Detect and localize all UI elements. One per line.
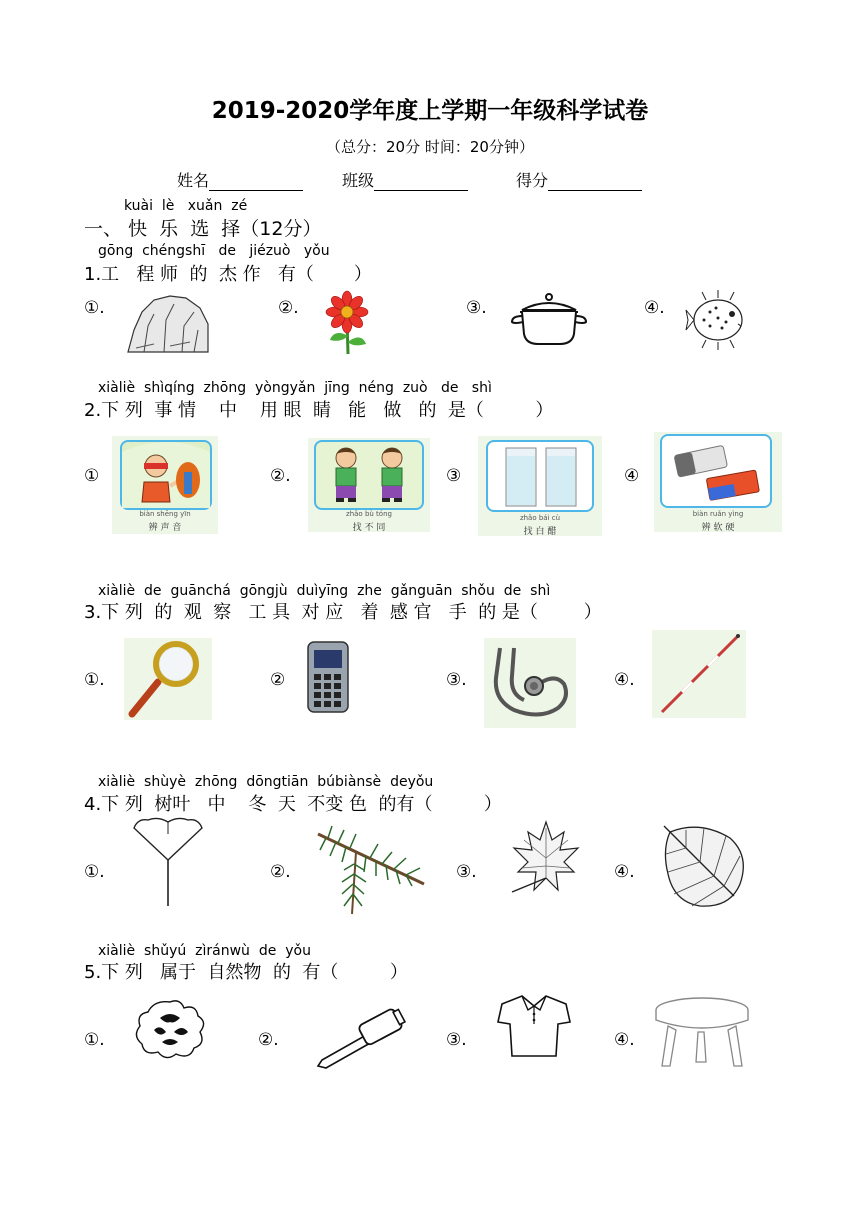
- q5-pinyin: xiàliè shǔyú zìránwù de yǒu: [98, 943, 311, 959]
- peony-icon: [130, 996, 210, 1062]
- page-title: 2019-2020学年度上学期一年级科学试卷: [211, 98, 649, 124]
- twin-boys-icon: [308, 438, 430, 532]
- pine-branch-icon: [316, 824, 428, 916]
- maple-leaf-icon: [506, 818, 582, 908]
- q2-caption-1-pinyin: biàn shēng yīn: [139, 510, 191, 518]
- ginkgo-leaf-icon: [128, 812, 208, 908]
- round-leaf-icon: [660, 822, 750, 912]
- q2-caption-1-hanzi: 辨 声 音: [148, 523, 182, 533]
- q2-caption-2-hanzi: 找 不 同: [352, 523, 386, 532]
- rod-icon: [652, 630, 746, 718]
- q4-pinyin: xiàliè shùyè zhōng dōngtiān búbiànsè deyǒu: [98, 774, 434, 790]
- q4-option-3[interactable]: ③.: [456, 862, 477, 882]
- water-glasses-icon: [478, 436, 602, 536]
- q5-text: 5.下 列 属于 自然物 的 有（ ）: [84, 962, 408, 983]
- stool-icon: [652, 992, 752, 1068]
- q2-text: 2.下 列 事 情 中 用 眼 睛 能 做 的 是（ ）: [84, 400, 554, 421]
- q3-option-4[interactable]: ④.: [614, 670, 635, 690]
- q3-option-2[interactable]: ②: [270, 670, 286, 690]
- pot-icon: [508, 290, 590, 348]
- flower-icon: [322, 290, 372, 356]
- q5-option-4[interactable]: ④.: [614, 1030, 635, 1050]
- q4-text: 4.下 列 树叶 中 冬 天 不变 色 的有（ ）: [84, 794, 502, 815]
- q2-option-1[interactable]: ①: [84, 466, 100, 486]
- q2-pinyin: xiàliè shìqíng zhōng yòngyǎn jīng néng zuò de shì: [98, 380, 492, 396]
- page-subtitle: （总分：20分 时间：20分钟）: [326, 138, 534, 156]
- rock-icon: [124, 290, 212, 356]
- q2-option-4[interactable]: ④: [624, 466, 640, 486]
- pufferfish-icon: [684, 288, 750, 352]
- stethoscope-icon: [484, 638, 576, 728]
- q1-pinyin: gōng chéngshī de jiézuò yǒu: [98, 243, 330, 259]
- q3-text: 3.下 列 的 观 察 工 具 对 应 着 感 官 手 的 是（ ）: [84, 602, 602, 623]
- q1-option-1[interactable]: ①.: [84, 298, 105, 318]
- hammer-icon: [314, 1004, 408, 1070]
- q3-option-3[interactable]: ③.: [446, 670, 467, 690]
- class-label: 班级: [342, 171, 375, 190]
- shirt-icon: [496, 992, 572, 1060]
- class-field[interactable]: [342, 168, 468, 191]
- score-label: 得分: [516, 171, 549, 190]
- q1-option-2[interactable]: ②.: [278, 298, 299, 318]
- q5-option-3[interactable]: ③.: [446, 1030, 467, 1050]
- q2-caption-4-pinyin: biàn ruǎn yìng: [692, 510, 744, 518]
- q1-option-3[interactable]: ③.: [466, 298, 487, 318]
- score-field[interactable]: [516, 168, 642, 191]
- q5-option-2[interactable]: ②.: [258, 1030, 279, 1050]
- name-field[interactable]: [177, 168, 303, 191]
- name-label: 姓名: [177, 171, 210, 190]
- erasers-icon: [654, 432, 782, 532]
- q3-pinyin: xiàliè de guānchá gōngjù duìyīng zhe gǎnguān shǒu de shì: [98, 583, 551, 599]
- q2-option-2[interactable]: ②.: [270, 466, 291, 486]
- q2-caption-3-hanzi: 找 白 醋: [523, 527, 557, 536]
- q5-option-1[interactable]: ①.: [84, 1030, 105, 1050]
- q4-option-2[interactable]: ②.: [270, 862, 291, 882]
- q2-option-3[interactable]: ③: [446, 466, 462, 486]
- q2-caption-3-pinyin: zhǎo bái cù: [519, 514, 561, 522]
- magnifier-icon: [124, 638, 212, 720]
- q4-option-4[interactable]: ④.: [614, 862, 635, 882]
- q4-option-1[interactable]: ①.: [84, 862, 105, 882]
- section-heading: 一、 快 乐 选 择（12分）: [84, 218, 322, 240]
- q2-caption-4-hanzi: 辨 软 硬: [701, 523, 735, 532]
- q1-text: 1.工 程 师 的 杰 作 有（ ）: [84, 264, 372, 285]
- section-pinyin: kuài lè xuǎn zé: [124, 198, 248, 214]
- q3-option-1[interactable]: ①.: [84, 670, 105, 690]
- q1-option-4[interactable]: ④.: [644, 298, 665, 318]
- phone-icon: [302, 638, 354, 716]
- blindfold-child-icon: [112, 436, 218, 534]
- q2-caption-2-pinyin: zhǎo bù tóng: [346, 510, 392, 518]
